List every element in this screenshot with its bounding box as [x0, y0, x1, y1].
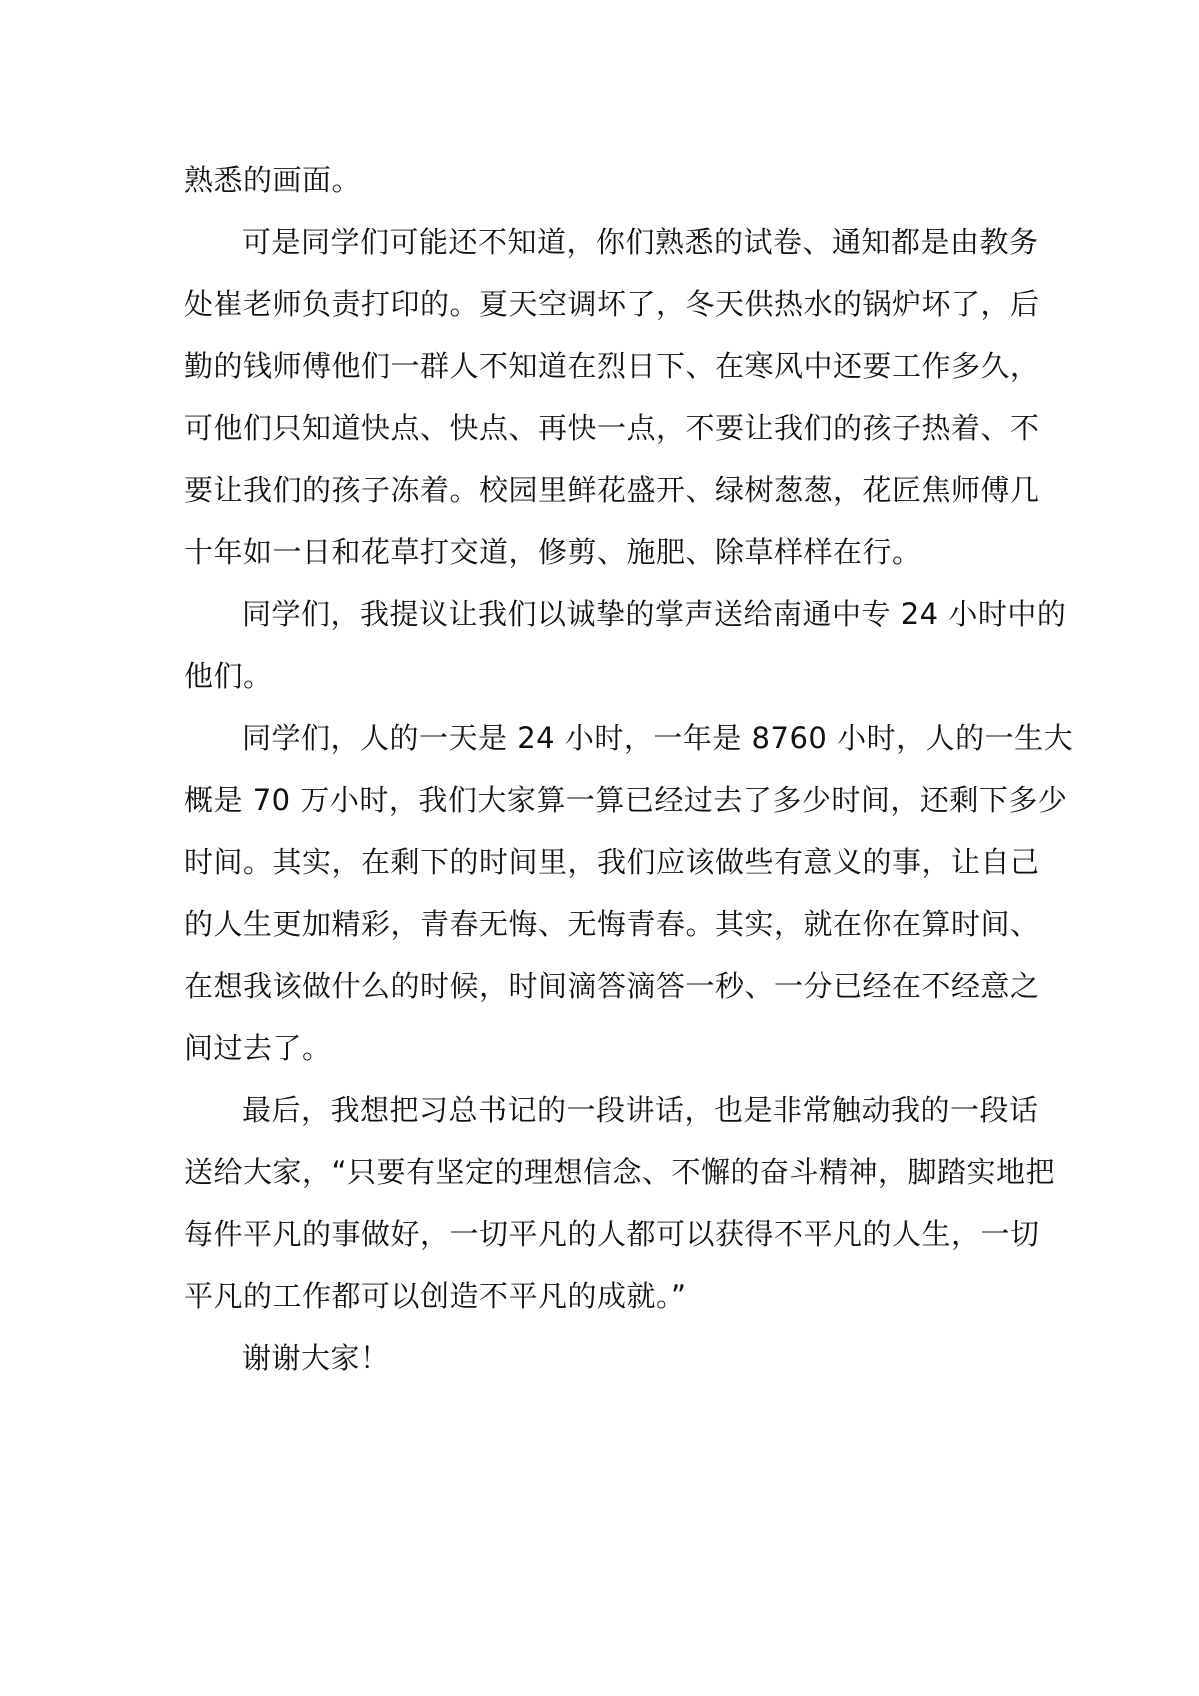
paragraph-4 [184, 707, 1074, 1079]
paragraph-line: 十年如一日和花草打交道，修剪、施肥、除草样样在行。 [184, 535, 922, 569]
paragraph-line: 送给大家，“只要有坚定的理想信念、不懈的奋斗精神，脚踏实地把 [184, 1155, 1056, 1189]
paragraph-line: 同学们，人的一天是 24 小时，一年是 8760 小时，人的一生大 [242, 721, 1074, 755]
paragraph-line: 平凡的工作都可以创造不平凡的成就。” [184, 1279, 687, 1313]
paragraph-6 [184, 1327, 1020, 1389]
document-body [184, 149, 1074, 1389]
paragraph-line: 可他们只知道快点、快点、再快一点，不要让我们的孩子热着、不 [184, 411, 1040, 445]
paragraph-line: 熟悉的画面。 [184, 163, 362, 197]
paragraph-line: 同学们，我提议让我们以诚挚的掌声送给南通中专 24 小时中的 [242, 597, 1067, 631]
paragraph-line: 他们。 [184, 659, 273, 693]
paragraph-3 [184, 583, 1067, 707]
paragraph-5 [184, 1079, 1056, 1327]
paragraph-line: 概是 70 万小时，我们大家算一算已经过去了多少时间，还剩下多少 [184, 783, 1068, 817]
paragraph-line: 时间。其实，在剩下的时间里，我们应该做些有意义的事，让自己 [184, 845, 1040, 879]
paragraph-line: 要让我们的孩子冻着。校园里鲜花盛开、绿树葱葱，花匠焦师傅几 [184, 473, 1040, 507]
paragraph-line: 处崔老师负责打印的。夏天空调坏了，冬天供热水的锅炉坏了，后 [184, 287, 1040, 321]
paragraph-line: 的人生更加精彩，青春无悔、无悔青春。其实，就在你在算时间、 [184, 907, 1040, 941]
paragraph-2 [184, 211, 1040, 583]
paragraph-1 [184, 149, 1020, 211]
paragraph-line: 勤的钱师傅他们一群人不知道在烈日下、在寒风中还要工作多久， [184, 349, 1040, 383]
paragraph-line: 在想我该做什么的时候，时间滴答滴答一秒、一分已经在不经意之 [184, 969, 1040, 1003]
paragraph-line: 间过去了。 [184, 1031, 332, 1065]
paragraph-line: 可是同学们可能还不知道，你们熟悉的试卷、通知都是由教务 [242, 225, 1039, 259]
paragraph-line: 每件平凡的事做好，一切平凡的人都可以获得不平凡的人生，一切 [184, 1217, 1040, 1251]
paragraph-line: 最后，我想把习总书记的一段讲话，也是非常触动我的一段话 [242, 1093, 1039, 1127]
paragraph-line: 谢谢大家！ [242, 1341, 390, 1375]
